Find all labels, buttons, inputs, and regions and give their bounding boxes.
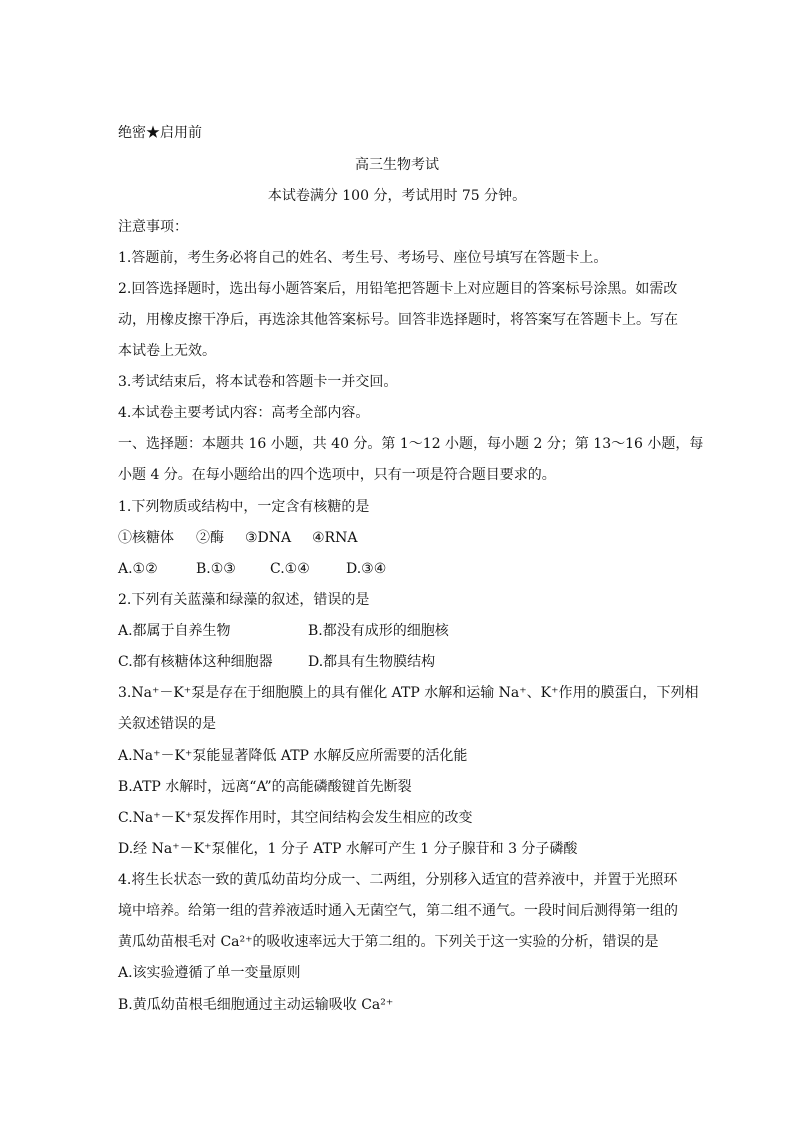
note-item-2-line-1: 2.回答选择题时，选出每小题答案后，用铅笔把答题卡上对应题目的答案标号涂黑。如需改 <box>118 281 678 297</box>
notes-heading: 注意事项： <box>118 219 188 235</box>
section-intro-line-2: 小题 4 分。在每小题给出的四个选项中，只有一项是符合题目要求的。 <box>118 467 556 483</box>
q1-option-b: B.①③ <box>196 561 236 577</box>
q1-item: ④RNA <box>312 530 358 546</box>
q1-stem: 1.下列物质或结构中，一定含有核糖的是 <box>118 499 370 515</box>
q2-option-d: D.都具有生物膜结构 <box>308 654 436 670</box>
note-item-4: 4.本试卷主要考试内容：高考全部内容。 <box>118 405 370 421</box>
q4-stem-line-3: 黄瓜幼苗根毛对 Ca²⁺的吸收速率远大于第二组的。下列关于这一实验的分析，错误的是 <box>118 934 659 950</box>
q2-option-a: A.都属于自养生物 <box>118 623 231 639</box>
q1-option-a: A.①② <box>118 561 158 577</box>
q3-option-b: B.ATP 水解时，远离“A”的高能磷酸键首先断裂 <box>118 779 412 795</box>
q3-stem-line-1: 3.Na⁺－K⁺泵是存在于细胞膜上的具有催化 ATP 水解和运输 Na⁺、K⁺作用的膜蛋白，下列相 <box>118 685 699 701</box>
q2-option-b: B.都没有成形的细胞核 <box>308 623 449 639</box>
note-item-2-line-2: 动，用橡皮擦干净后，再选涂其他答案标号。回答非选择题时，将答案写在答题卡上。写在 <box>118 312 678 328</box>
q1-item: ②酶 <box>196 530 224 546</box>
section-intro-line-1: 一、选择题：本题共 16 小题，共 40 分。第 1～12 小题，每小题 2 分；第 13～16 小题，每 <box>118 436 704 452</box>
note-item-2-line-3: 本试卷上无效。 <box>118 343 216 359</box>
q1-option-d: D.③④ <box>346 561 387 577</box>
q4-stem-line-1: 4.将生长状态一致的黄瓜幼苗均分成一、二两组，分别移入适宜的营养液中，并置于光照环 <box>118 872 678 888</box>
q2-option-c: C.都有核糖体这种细胞器 <box>118 654 273 670</box>
q3-option-c: C.Na⁺－K⁺泵发挥作用时，其空间结构会发生相应的改变 <box>118 810 473 826</box>
note-item-1: 1.答题前，考生务必将自己的姓名、考生号、考场号、座位号填写在答题卡上。 <box>118 250 608 266</box>
note-item-3: 3.考试结束后，将本试卷和答题卡一并交回。 <box>118 374 398 390</box>
q3-stem-line-2: 关叙述错误的是 <box>118 716 216 732</box>
q1-item: ③DNA <box>245 530 292 546</box>
q4-option-b: B.黄瓜幼苗根毛细胞通过主动运输吸收 Ca²⁺ <box>118 997 394 1013</box>
q3-option-d: D.经 Na⁺－K⁺泵催化，1 分子 ATP 水解可产生 1 分子腺苷和 3 分子磷酸 <box>118 841 578 857</box>
exam-subtitle: 本试卷满分 100 分，考试用时 75 分钟。 <box>267 188 527 204</box>
secret-mark: 绝密★启用前 <box>118 125 202 141</box>
q4-stem-line-2: 境中培养。给第一组的营养液适时通入无菌空气，第二组不通气。一段时间后测得第一组的 <box>118 903 678 919</box>
q4-option-a: A.该实验遵循了单一变量原则 <box>118 965 301 981</box>
q3-option-a: A.Na⁺－K⁺泵能显著降低 ATP 水解反应所需要的活化能 <box>118 748 468 764</box>
exam-title: 高三生物考试 <box>355 157 439 173</box>
q2-stem: 2.下列有关蓝藻和绿藻的叙述，错误的是 <box>118 592 370 608</box>
q1-item: ①核糖体 <box>118 530 174 546</box>
q1-option-c: C.①④ <box>270 561 310 577</box>
